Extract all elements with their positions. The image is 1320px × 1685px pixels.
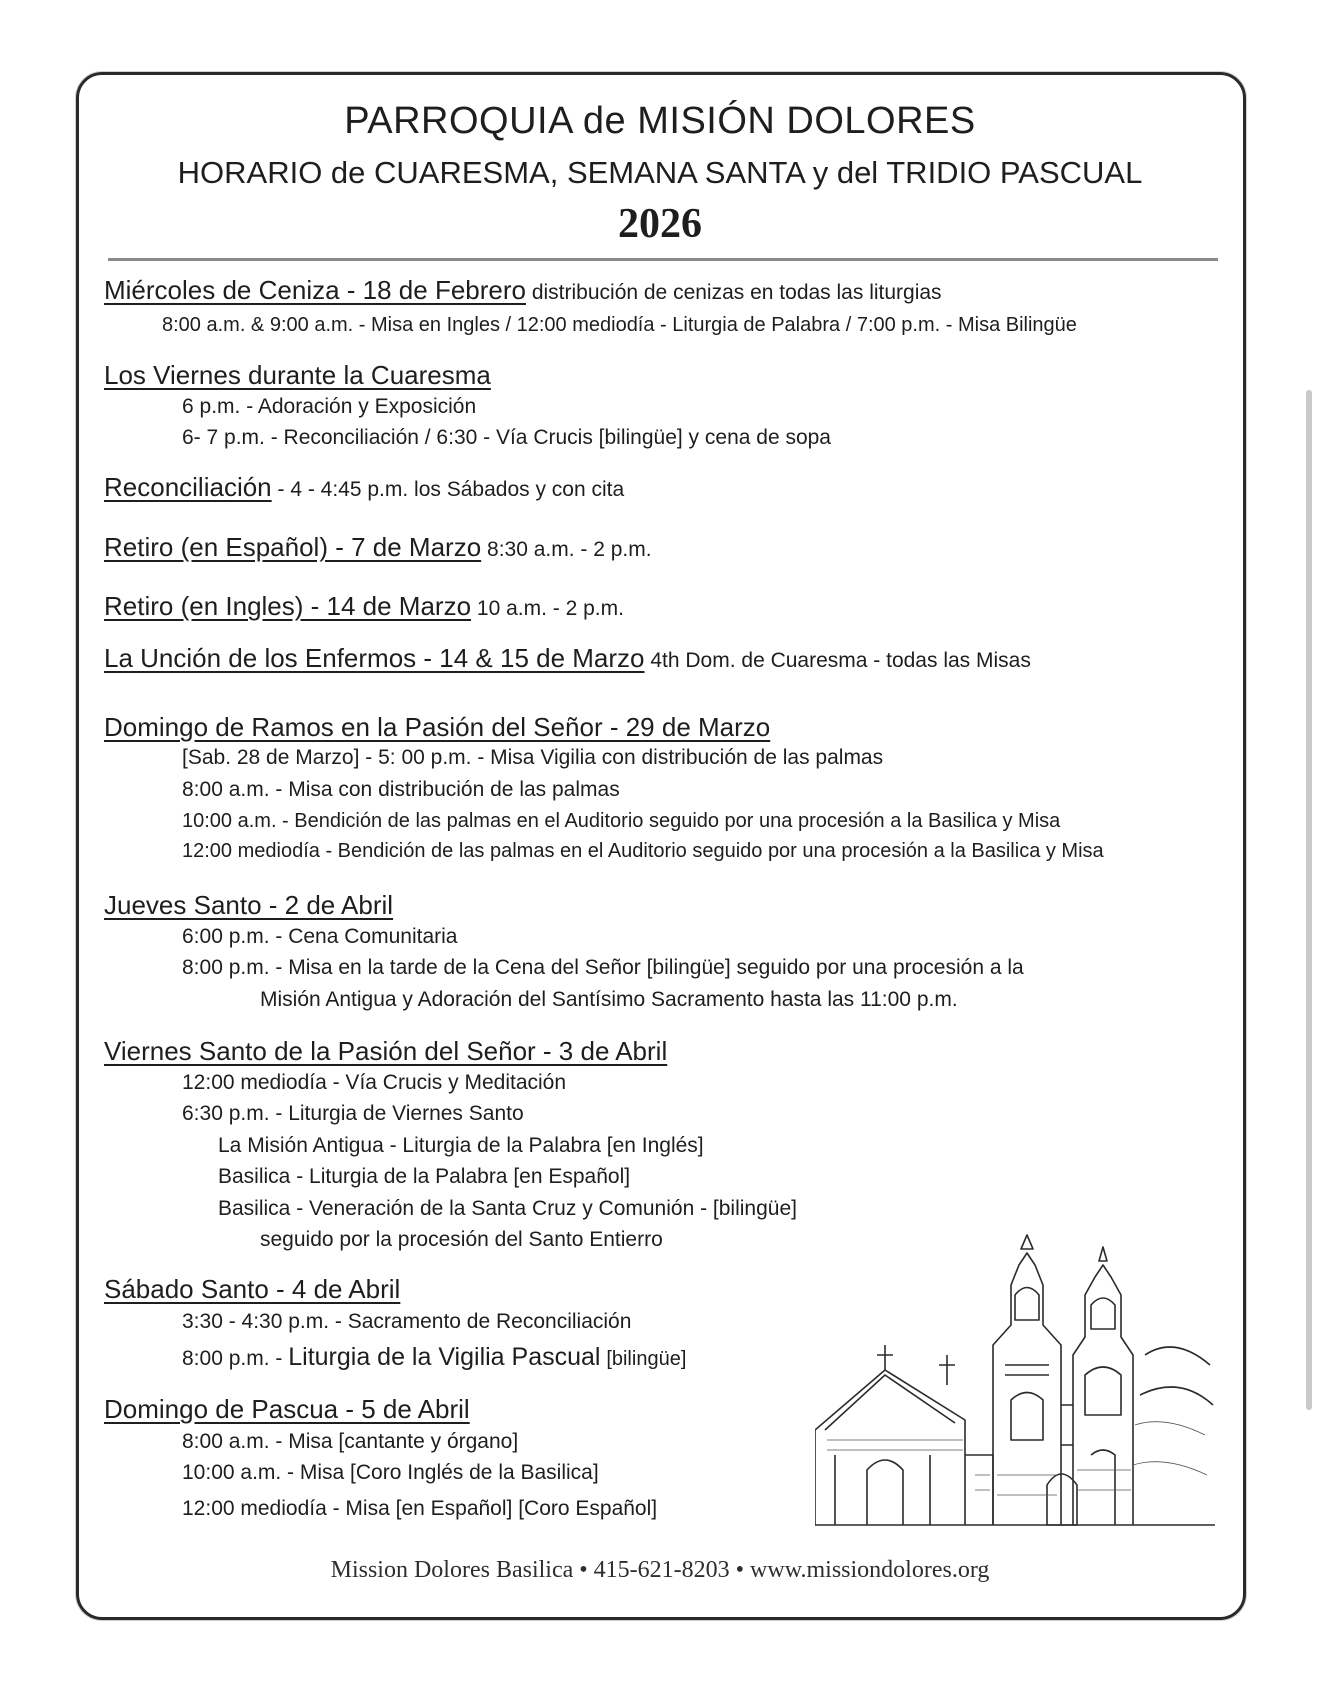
good-friday-line2: 6:30 p.m. - Liturgia de Viernes Santo — [182, 1102, 524, 1125]
reconciliation-row — [104, 472, 624, 503]
palm-sunday-line2: 8:00 a.m. - Misa con distribución de las palmas — [182, 778, 620, 801]
lent-fridays-line2: 6- 7 p.m. - Reconciliación / 6:30 - Vía Crucis [bilingüe] y cena de sopa — [182, 426, 831, 449]
page-title: PARROQUIA de MISIÓN DOLORES — [344, 100, 976, 142]
lent-fridays-line1: 6 p.m. - Adoración y Exposición — [182, 395, 477, 418]
scrollbar[interactable] — [1306, 390, 1312, 1410]
anointing-row — [104, 643, 1031, 674]
easter-line1: 8:00 a.m. - Misa [cantante y órgano] — [182, 1430, 519, 1453]
easter-vigil-note: [bilingüe] — [606, 1348, 687, 1370]
page-year: 2026 — [618, 201, 702, 247]
holy-thursday-line3: Misión Antigua y Adoración del Santísimo Sacramento hasta las 11:00 p.m. — [260, 988, 958, 1011]
holy-saturday-heading: Sábado Santo - 4 de Abril — [104, 1274, 401, 1304]
reconciliation-detail: - 4 - 4:45 p.m. los Sábados y con cita — [277, 478, 625, 501]
easter-vigil-title: Liturgia de la Vigilia Pascual — [288, 1343, 601, 1371]
page-subtitle: HORARIO de CUARESMA, SEMANA SANTA y del TRIDIO PASCUAL — [177, 155, 1143, 190]
footer-contact: Mission Dolores Basilica • 415-621-8203 • www.missiondolores.org — [330, 1557, 990, 1583]
holy-thursday-heading: Jueves Santo - 2 de Abril — [104, 890, 394, 920]
good-friday-line4: Basilica - Liturgia de la Palabra [en Español] — [218, 1165, 631, 1188]
good-friday-line6: seguido por la procesión del Santo Entierro — [260, 1228, 663, 1251]
holy-thursday-line1: 6:00 p.m. - Cena Comunitaria — [182, 925, 458, 948]
ash-wednesday-times: 8:00 a.m. & 9:00 a.m. - Misa en Ingles / 12:00 mediodía - Liturgia de Palabra / 7:00 p.m. - Misa Bilingüe — [162, 314, 1077, 336]
palm-sunday-line1: [Sab. 28 de Marzo] - 5: 00 p.m. - Misa Vigilia con distribución de las palmas — [182, 746, 884, 769]
easter-line3: 12:00 mediodía - Misa [en Español] [Coro Español] — [182, 1497, 658, 1520]
anointing-heading: La Unción de los Enfermos - 14 & 15 de Marzo — [104, 643, 645, 673]
church-sketch-illustration — [815, 1225, 1215, 1530]
good-friday-heading: Viernes Santo de la Pasión del Señor - 3 de Abril — [104, 1036, 668, 1066]
holy-saturday-time: 8:00 p.m. - — [182, 1347, 283, 1370]
good-friday-line5: Basilica - Veneración de la Santa Cruz y Comunión - [bilingüe] — [218, 1197, 797, 1220]
reconciliation-heading: Reconciliación — [104, 472, 272, 502]
retreat-es-detail: 8:30 a.m. - 2 p.m. — [487, 538, 652, 561]
retreat-es-heading: Retiro (en Español) - 7 de Marzo — [104, 532, 482, 562]
holy-thursday-line2: 8:00 p.m. - Misa en la tarde de la Cena del Señor [bilingüe] seguido por una procesión a la — [182, 956, 1024, 979]
palm-sunday-line4: 12:00 mediodía - Bendición de las palmas en el Auditorio seguido por una procesión a la Basilica y Misa — [182, 840, 1104, 862]
header-divider — [108, 258, 1218, 261]
good-friday-line1: 12:00 mediodía - Vía Crucis y Meditación — [182, 1071, 567, 1094]
anointing-detail: 4th Dom. de Cuaresma - todas las Misas — [650, 649, 1031, 672]
easter-heading: Domingo de Pascua - 5 de Abril — [104, 1394, 470, 1424]
retreat-en-row — [104, 591, 624, 622]
retreat-es-row — [104, 532, 652, 563]
ash-wednesday-detail: distribución de cenizas en todas las liturgias — [531, 281, 942, 304]
holy-saturday-line2 — [182, 1343, 686, 1372]
lent-fridays-heading: Los Viernes durante la Cuaresma — [104, 360, 491, 390]
ash-wednesday-heading: Miércoles de Ceniza - 18 de Febrero — [104, 275, 526, 305]
retreat-en-heading: Retiro (en Ingles) - 14 de Marzo — [104, 591, 472, 621]
palm-sunday-heading: Domingo de Ramos en la Pasión del Señor - 29 de Marzo — [104, 712, 771, 742]
holy-saturday-line1: 3:30 - 4:30 p.m. - Sacramento de Reconciliación — [182, 1310, 632, 1333]
good-friday-line3: La Misión Antigua - Liturgia de la Palabra [en Inglés] — [218, 1134, 704, 1157]
easter-line2: 10:00 a.m. - Misa [Coro Inglés de la Basilica] — [182, 1461, 599, 1484]
retreat-en-detail: 10 a.m. - 2 p.m. — [476, 597, 624, 620]
palm-sunday-line3: 10:00 a.m. - Bendición de las palmas en el Auditorio seguido por una procesión a la Basilica y Misa — [182, 810, 1061, 832]
ash-wednesday-row — [104, 275, 942, 306]
